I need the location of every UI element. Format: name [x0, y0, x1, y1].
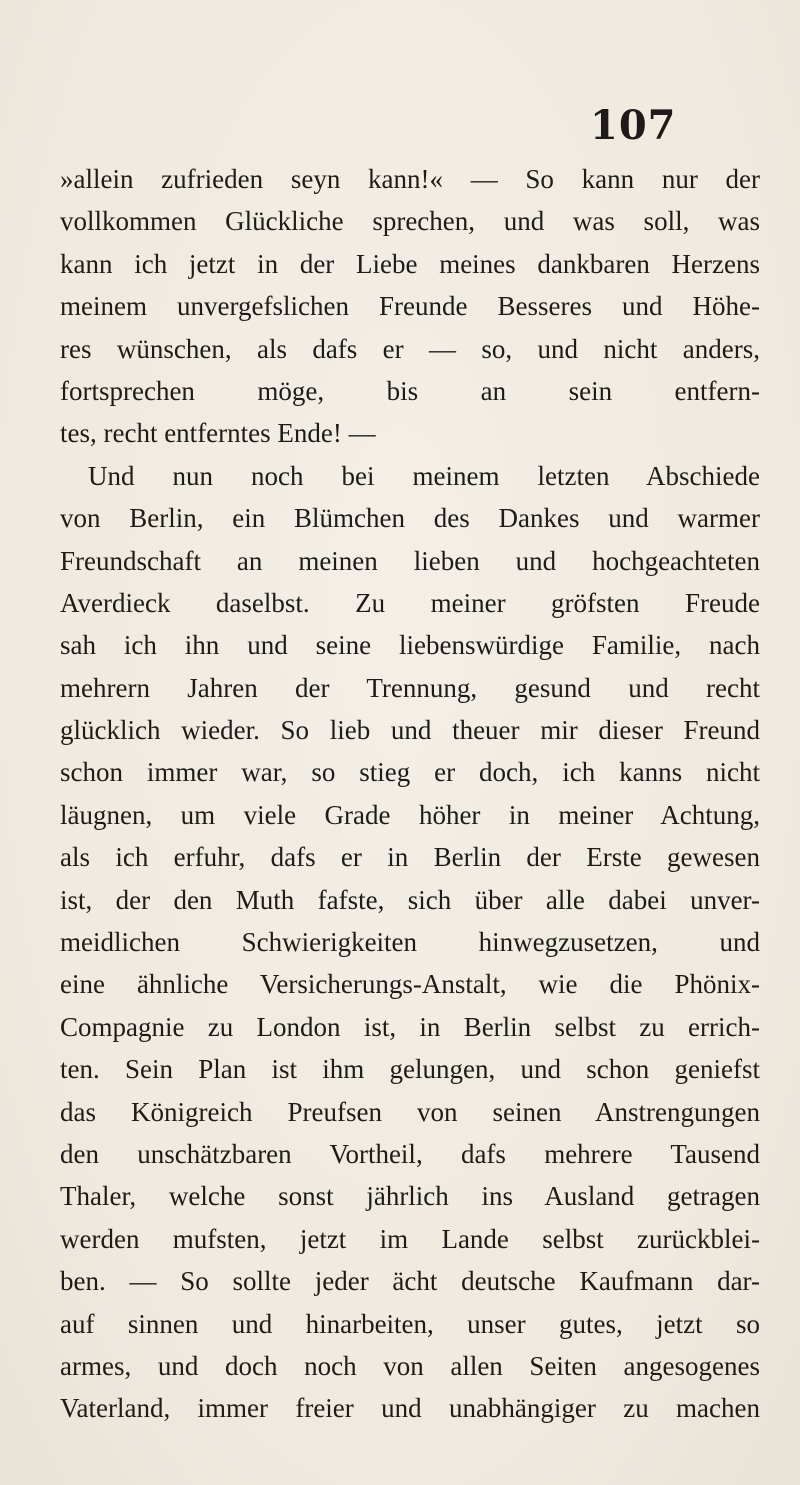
text-line: Compagnie zu London ist, in Berlin selbst zu errich- [60, 1011, 760, 1042]
text-line: glücklich wieder. So lieb und theuer mir dieser Freund [60, 715, 760, 746]
text-line: ten. Sein Plan ist ihm gelungen, und schon geniefst [60, 1054, 760, 1085]
text-line: tes, recht entferntes Ende! — [60, 418, 376, 449]
text-line: kann ich jetzt in der Liebe meines dankbaren Herzens [60, 248, 760, 279]
text-line: als ich erfuhr, dafs er in Berlin der Erste gewesen [60, 842, 760, 873]
text-line: »allein zufrieden seyn kann!« — So kann nur der [60, 164, 760, 194]
text-line: eine ähnliche Versicherungs-Anstalt, wie die Phönix- [60, 969, 760, 1000]
text-line: den unschätzbaren Vortheil, dafs mehrere Tausend [60, 1138, 760, 1169]
text-line: das Königreich Preufsen von seinen Anstrengungen [60, 1096, 760, 1127]
text-line: schon immer war, so stieg er doch, ich kanns nicht [60, 757, 760, 788]
text-line: von Berlin, ein Blümchen des Dankes und warmer [60, 503, 760, 534]
text-line: meinem unvergefslichen Freunde Besseres und Höhe- [60, 291, 760, 322]
text-line: werden mufsten, jetzt im Lande selbst zurückblei- [60, 1223, 760, 1254]
text-line: vollkommen Glückliche sprechen, und was soll, was [60, 206, 760, 237]
text-line: ben. — So sollte jeder ächt deutsche Kaufmann dar- [60, 1266, 760, 1297]
text-line: Thaler, welche sonst jährlich ins Ausland getragen [60, 1181, 760, 1212]
text-line: res wünschen, als dafs er — so, und nicht anders, [60, 333, 760, 364]
page-number: 107 [590, 102, 677, 149]
text-line: mehrern Jahren der Trennung, gesund und recht [60, 672, 760, 703]
text-line: Vaterland, immer freier und unabhängiger zu machen [60, 1393, 760, 1424]
text-line: meidlichen Schwierigkeiten hinwegzusetzen, und [60, 927, 760, 958]
text-line: Freundschaft an meinen lieben und hochgeachteten [60, 545, 760, 576]
text-line: ist, der den Muth fafste, sich über alle dabei unver- [60, 884, 760, 915]
text-line: läugnen, um viele Grade höher in meiner Achtung, [60, 799, 760, 830]
text-line: armes, und doch noch von allen Seiten angesogenes [60, 1350, 760, 1381]
text-line: Averdieck daselbst. Zu meiner gröfsten Freude [60, 587, 760, 618]
text-line: fortsprechen möge, bis an sein entfern- [60, 375, 760, 406]
body-text [60, 158, 760, 1430]
text-line: sah ich ihn und seine liebenswürdige Familie, nach [60, 630, 760, 661]
text-line: Und nun noch bei meinem letzten Abschiede [88, 460, 760, 491]
text-line: auf sinnen und hinarbeiten, unser gutes, jetzt so [60, 1308, 760, 1339]
